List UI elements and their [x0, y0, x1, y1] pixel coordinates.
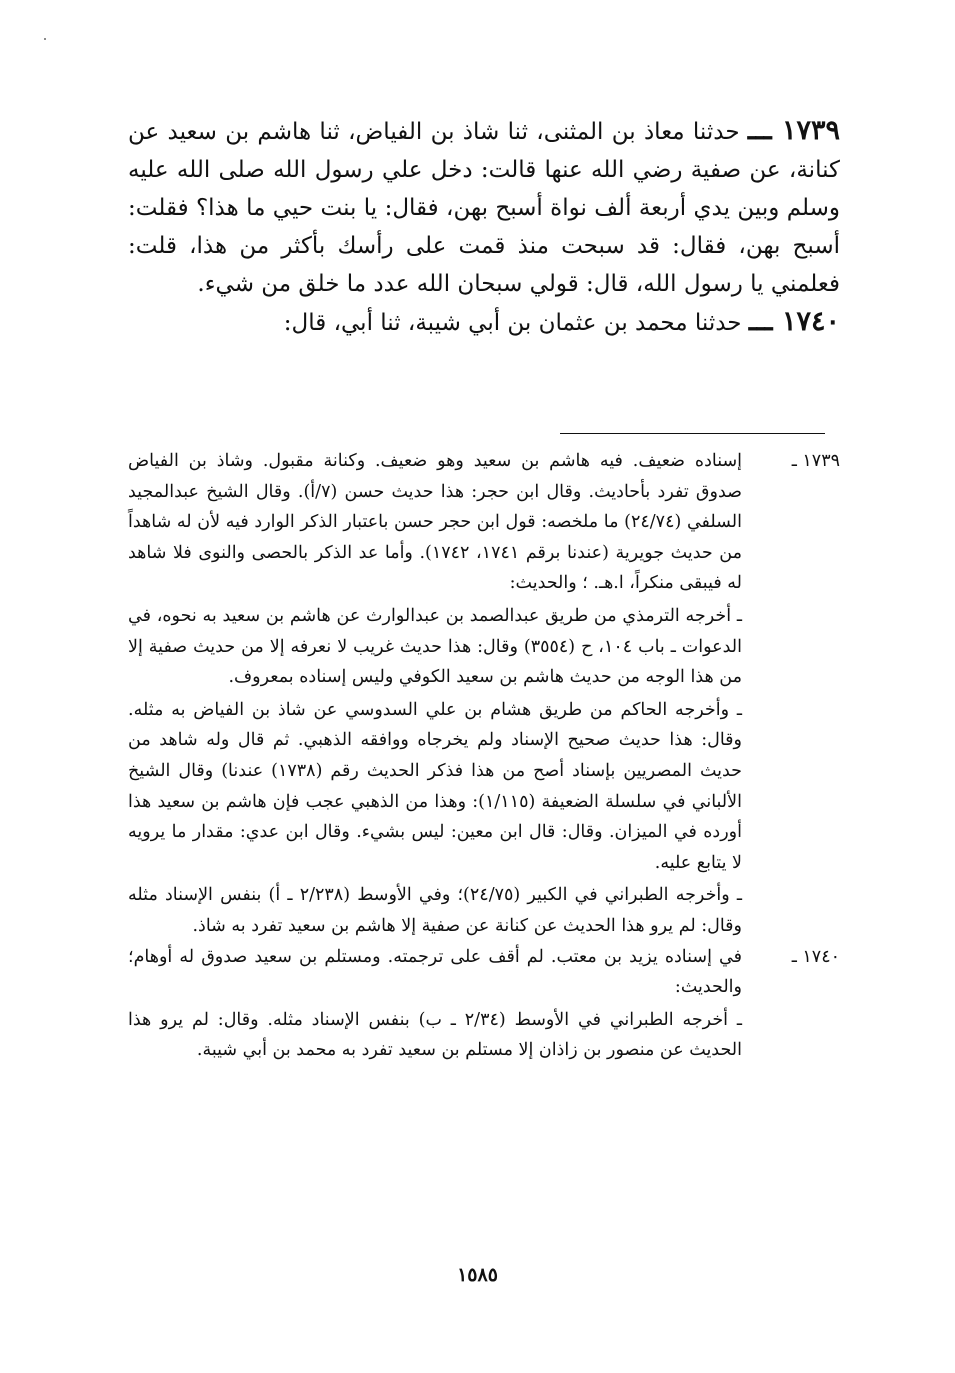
- hadith-number: ١٧٣٩ ـــ: [747, 115, 841, 146]
- page-number: ١٥٨٥: [457, 1264, 498, 1286]
- footnotes: [128, 446, 840, 1066]
- main-text: [128, 112, 840, 342]
- footnote-paragraph: ـ أخرجه الطبراني في الأوسط (٢/٣٤ ـ ب) بنفس الإسناد مثله. وقال: لم يرو هذا الحديث عن منصور بن زاذان إلا مستلم بن سعيد تفرد به محمد بن أبي شيبة.: [128, 1009, 742, 1061]
- footnote-paragraph: ـ أخرجه الترمذي من طريق عبدالصمد بن عبدالوارث عن هاشم بن سعيد به نحوه، في الدعوات ـ باب ١٠٤، ح (٣٥٥٤) وقال: هذا حديث غريب لا نعرفه إلا من حديث صفية إلا من هذا الوجه من حديث هاشم بن سعيد الكوفي وليس إسناده بمعروف.: [128, 605, 743, 688]
- hadith-number: ١٧٤٠ ـــ: [748, 306, 840, 337]
- footnote-paragraph: ـ وأخرجه الحاكم من طريق هشام بن علي السدوسي عن شاذ بن الفياض به مثله. وقال: هذا حديث صحيح الإسناد ولم يخرجاه ووافقه الذهبي. ثم قال وله شاهد من حديث المصريين بإسناد أصح من هذا فذكر الحديث رقم (١٧٣٨) عندنا) وقال الشيخ الألباني في سلسلة الضعيفة (١/١١٥): وهذا من الذهبي عجب فإن هاشم بن سعيد هذا أورده في الميزان. وقال: قال ابن معين: ليس بشيء. وقال ابن عدي: مقدار ما يرويه لا يتابع عليه.: [128, 699, 742, 873]
- hadith-text: حدثنا معاذ بن المثنى، ثنا شاذ بن الفياض، ثنا هاشم بن سعيد عن كنانة، عن صفية رضي الله عنها قالت: دخل علي رسول الله صلى الله عليه وسلم وبين يدي أربعة ألف نواة أسبح بهن، فقال: يا بنت حيي ما هذا؟ فقلت: أسبح بهن، فقال: قد سبحت منذ قمت على رأسك بأكثر من هذا، قلت: فعلمني يا رسول الله، قال: قولي سبحان الله عدد ما خلق من شيء.: [128, 119, 840, 297]
- hadith-text: حدثنا محمد بن عثمان بن أبي شيبة، ثنا أبي، قال:: [283, 310, 742, 336]
- footnote-1740: [128, 942, 840, 1066]
- footnote-number: ١٧٤٠ ـ: [791, 946, 840, 967]
- footnote-separator: [560, 433, 825, 434]
- footnote-1739: [128, 446, 840, 942]
- hadith-1739: [128, 112, 840, 303]
- scan-speck: [44, 38, 46, 40]
- hadith-1740: [128, 303, 840, 342]
- footnote-number: ١٧٣٩ ـ: [791, 451, 840, 471]
- footnote-paragraph: في إسناده يزيد بن معتب. لم أقف على ترجمته. ومستلم بن سعيد صدوق له أوهام؛ والحديث:: [128, 946, 742, 998]
- footnote-paragraph: ـ وأخرجه الطبراني في الكبير (٢٤/٧٥)؛ وفي الأوسط (٢/٢٣٨ ـ أ) بنفس الإسناد مثله وقال: لم يرو هذا الحديث عن كنانة عن صفية إلا هاشم بن سعيد تفرد به شاذ.: [128, 885, 742, 936]
- footnote-paragraph: إسناده ضعيف. فيه هاشم بن سعيد وهو ضعيف. وكنانة مقبول. وشاذ بن الفياض صدوق تفرد بأحاديث. وقال ابن حجر: هذا حديث حسن (٧/أ). وقال الشيخ عبدالمجيد السلفي (٢٤/٧٤) ما ملخصه: قول ابن حجر حسن باعتبار الذكر الوارد فيه لأن له شاهداً من حديث جويرية (عندنا برقم ١٧٤١، ١٧٤٢). وأما عد الذكر بالحصى والنوى فلا شاهد له فيبقى منكراً، ا.هـ. ؛ والحديث:: [128, 451, 742, 594]
